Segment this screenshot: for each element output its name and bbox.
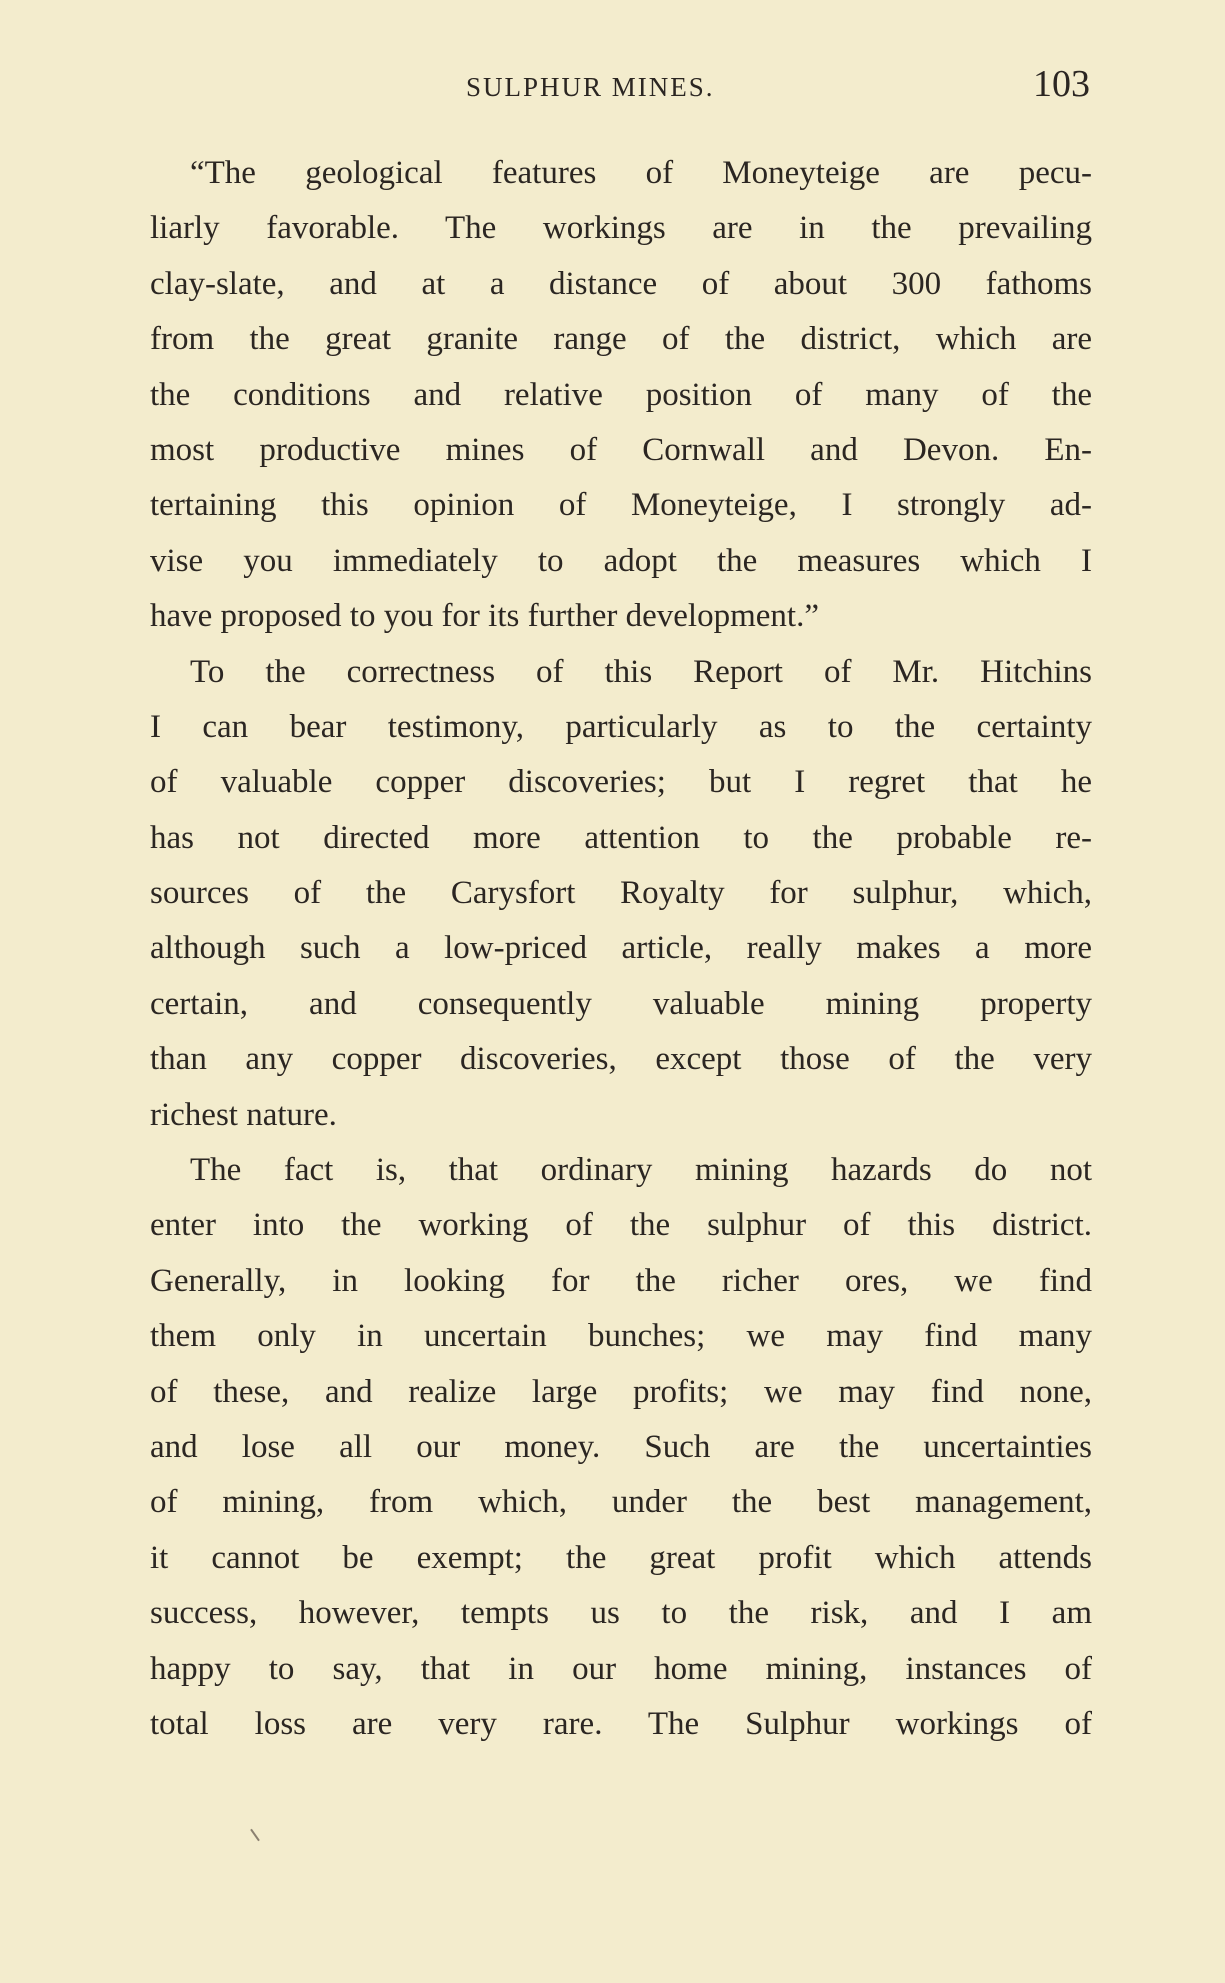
text-line: clay-slate, and at a distance of about 300 fathoms — [150, 265, 1092, 302]
text-line: the conditions and relative position of many of the — [150, 376, 1092, 413]
text-line: of these, and realize large profits; we may find none, — [150, 1373, 1092, 1410]
body-text — [150, 146, 1092, 1752]
text-line: them only in uncertain bunches; we may find many — [150, 1318, 1092, 1355]
text-line: most productive mines of Cornwall and Devon. En- — [150, 431, 1092, 468]
text-line: tertaining this opinion of Moneyteige, I strongly ad- — [150, 487, 1092, 524]
text-line: total loss are very rare. The Sulphur workings of — [150, 1705, 1092, 1742]
text-line: and lose all our money. Such are the uncertainties — [150, 1428, 1092, 1465]
text-line: of mining, from which, under the best management, — [150, 1484, 1092, 1521]
text-line: vise you immediately to adopt the measures which I — [150, 542, 1092, 579]
text-line: liarly favorable. The workings are in the prevailing — [150, 210, 1092, 247]
text-line: than any copper discoveries, except those of the very — [150, 1041, 1092, 1078]
text-line: richest nature. — [150, 1096, 337, 1133]
text-line: sources of the Carysfort Royalty for sulphur, which, — [150, 875, 1092, 912]
text-line: The fact is, that ordinary mining hazards do not — [190, 1152, 1092, 1189]
text-line: Generally, in looking for the richer ores, we find — [150, 1262, 1092, 1299]
text-line: enter into the working of the sulphur of this district. — [150, 1207, 1092, 1244]
text-line: have proposed to you for its further development.” — [150, 598, 819, 635]
text-line: To the correctness of this Report of Mr. Hitchins — [190, 653, 1092, 690]
running-title: SULPHUR MINES. — [466, 72, 715, 102]
text-line: has not directed more attention to the probable re- — [150, 819, 1092, 856]
text-line: it cannot be exempt; the great profit which attends — [150, 1539, 1092, 1576]
text-line: success, however, tempts us to the risk, and I am — [150, 1595, 1092, 1632]
text-line: happy to say, that in our home mining, instances of — [150, 1650, 1092, 1687]
text-line: of valuable copper discoveries; but I regret that he — [150, 764, 1092, 801]
stray-ink-mark — [250, 1829, 260, 1842]
text-line: I can bear testimony, particularly as to the certainty — [150, 708, 1092, 745]
text-line: from the great granite range of the district, which are — [150, 321, 1092, 358]
running-head — [150, 60, 1090, 110]
text-line: certain, and consequently valuable mining property — [150, 985, 1092, 1022]
text-line: “The geological features of Moneyteige are pecu- — [190, 155, 1092, 191]
page-number: 103 — [1033, 63, 1090, 105]
text-line: although such a low-priced article, really makes a more — [150, 930, 1092, 967]
